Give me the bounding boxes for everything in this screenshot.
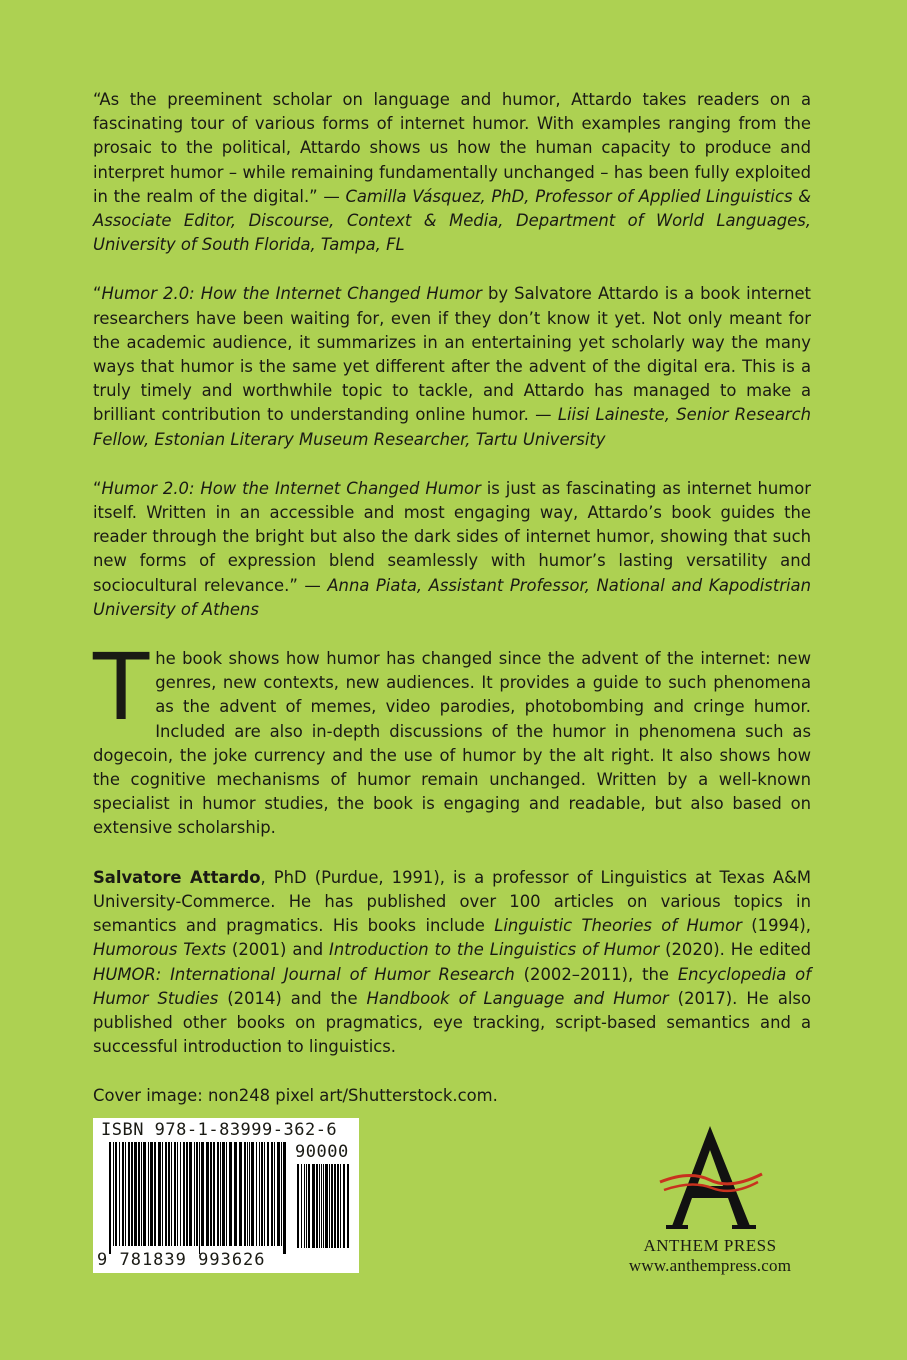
barcode-bar [183, 1142, 185, 1246]
bio-book-title: Encyclopedia of Humor Studies [93, 964, 811, 1008]
barcode-bar [158, 1142, 161, 1246]
barcode-bar [222, 1142, 225, 1246]
barcode-bar [247, 1142, 248, 1246]
cover-credit: Cover image: non248 pixel art/Shutterstock.com. [93, 1086, 498, 1106]
bio-text: , PhD (Purdue, 1991), is a professor of Linguistics at Texas A&M University-Commerce. He has published over 100 articles on various topics in semantics and pragmatics. His books include [93, 867, 811, 936]
addon-bar [304, 1164, 305, 1248]
barcode-bar [283, 1142, 286, 1254]
barcode-bar [220, 1142, 221, 1246]
quote-vasquez [93, 88, 811, 257]
barcode-bar [162, 1142, 163, 1246]
barcode-bar [277, 1142, 280, 1246]
barcode-bar [128, 1142, 130, 1246]
bio-text: (1994), [741, 916, 811, 936]
addon-bar [321, 1164, 322, 1248]
addon-bar [323, 1164, 324, 1248]
publisher-block [600, 1122, 820, 1276]
barcode-bar [271, 1142, 273, 1246]
addon-bar [301, 1164, 302, 1248]
addon-bar [347, 1164, 349, 1248]
bio-book-title: Handbook of Language and Humor [366, 988, 669, 1008]
addon-bar [337, 1164, 339, 1248]
barcode-bar [229, 1142, 232, 1246]
price-addon: 90000 [295, 1142, 349, 1162]
barcode-bar [194, 1142, 195, 1246]
barcode-bar [201, 1142, 204, 1246]
back-cover-text [93, 88, 811, 1109]
barcode-bar [148, 1142, 149, 1246]
barcode-bar [154, 1142, 156, 1246]
author-bio [93, 866, 811, 1060]
barcode-bar [281, 1142, 282, 1246]
barcode-bar [165, 1142, 167, 1246]
addon-bar [343, 1164, 345, 1248]
barcode-bar [143, 1142, 146, 1246]
anthem-logo-icon [650, 1122, 770, 1232]
barcode-bar [274, 1142, 275, 1246]
barcode-bar [113, 1142, 114, 1246]
barcode-bar [125, 1142, 126, 1246]
addon-bar [306, 1164, 307, 1248]
addon-bar [297, 1164, 299, 1248]
barcode-bar [174, 1142, 176, 1246]
quote-text: is just as fascinating as internet humor itself. Written in an accessible and most engaging way, Attardo’s book guides the reader through the bright but also the dark sides of internet humor, showing that such new forms of expression blend seamlessly with humor’s lasting versatility and sociocultural relevance.” — [93, 478, 811, 595]
barcode-bar [244, 1142, 246, 1246]
barcode-bar [259, 1142, 260, 1246]
bio-text: (2001) and [226, 940, 330, 960]
description-text: he book shows how humor has changed since the advent of the internet: new genres, new contexts, new audiences. It provides a guide to such phenomena as the advent of memes, video parodies, photobombing and cringe humor. Included are also in-depth discussions of the humor in phenomena such as dogecoin, the joke currency and the use of humor by the alt right. It also shows how the cognitive mechanisms of humor remain unchanged. Written by a well-known specialist in humor studies, the book is engaging and readable, but also based on extensive scholarship. [93, 649, 811, 838]
barcode-bar [189, 1142, 192, 1246]
publisher-name: ANTHEM PRESS [643, 1236, 777, 1255]
barcode-bar [256, 1142, 257, 1246]
bio-text: (2014) and the [218, 988, 367, 1008]
barcode-bar [234, 1142, 237, 1246]
barcode-bar [180, 1142, 181, 1246]
barcode-bar [226, 1142, 227, 1246]
quote-open-mark: “ [93, 478, 102, 498]
quote-attribution: Camilla Vásquez, PhD, Professor of Applied Linguistics & Associate Editor, Discourse, Context & Media, Department of World Languages, University of South Florida, Tampa, FL [93, 186, 811, 255]
book-description [93, 634, 811, 841]
quote-open-mark: “ [93, 284, 102, 304]
barcode-bar [239, 1142, 242, 1246]
bio-journal-title: HUMOR: International Journal of Humor Research [93, 964, 515, 984]
author-name: Salvatore Attardo [93, 867, 261, 887]
quote-attribution: Anna Piata, Assistant Professor, National and Kapodistrian University of Athens [93, 575, 811, 619]
barcode-bar [115, 1142, 117, 1246]
book-title: Humor 2.0: How the Internet Changed Humor [101, 478, 481, 498]
bio-book-title: Linguistic Theories of Humor [494, 916, 742, 936]
barcode-bar [213, 1142, 215, 1246]
barcode-bar [249, 1142, 250, 1246]
barcode-bar [267, 1142, 269, 1246]
addon-bar [340, 1164, 341, 1248]
quote-text: by Salvatore Attardo is a book internet researchers have been waiting for, even if they don’t know it yet. Not only meant for the academic audience, it summarizes in an entertaining yet scholarly way the many ways that humor is the same yet different after the advent of the digital era. This is a truly timely and worthwhile topic to tackle, and Attardo has managed to make a brilliant contribution to understanding online humor. — [93, 284, 811, 425]
addon-bar [316, 1164, 318, 1248]
barcode-bar [138, 1142, 140, 1246]
ean-digits: 9 781839 993626 [97, 1250, 266, 1270]
addon-bar [312, 1164, 315, 1248]
bio-text: (2020). He edited [659, 940, 811, 960]
addon-bar [331, 1164, 333, 1248]
book-title: Humor 2.0: How the Internet Changed Humor [101, 284, 482, 304]
quote-laineste [93, 282, 811, 451]
barcode-bar [264, 1142, 265, 1246]
quote-piata [93, 477, 811, 622]
barcode-bar [168, 1142, 170, 1246]
barcode-bar [199, 1142, 200, 1254]
quote-text: “As the preeminent scholar on language and humor, Attardo takes readers on a fascinating tour of various forms of internet humor. With examples ranging from the prosaic to the political, Attardo shows us how the human capacity to produce and interpret humor – while remaining fundamentally unchanged – has been fully exploited in the realm of the digital.” — [93, 90, 811, 206]
barcode-bar [177, 1142, 178, 1246]
publisher-url[interactable]: www.anthempress.com [628, 1256, 792, 1275]
barcode-bar [150, 1142, 153, 1246]
bio-book-title: Humorous Texts [93, 940, 227, 960]
barcode-bar [122, 1142, 124, 1246]
barcode-bar [186, 1142, 188, 1246]
addon-bar [325, 1164, 328, 1248]
barcode-bar [206, 1142, 209, 1246]
barcode-bar [131, 1142, 133, 1246]
barcode-bar [261, 1142, 263, 1246]
addon-bar [334, 1164, 336, 1248]
barcode-bar [210, 1142, 212, 1246]
barcode-bar [119, 1142, 120, 1246]
barcode-bar [217, 1142, 219, 1246]
barcode-bar [141, 1142, 142, 1246]
addon-bar [319, 1164, 320, 1248]
bio-book-title: Introduction to the Linguistics of Humor [329, 940, 660, 960]
barcode-bar [251, 1142, 254, 1246]
isbn-label: ISBN 978-1-83999-362-6 [101, 1120, 338, 1140]
isbn-barcode [93, 1118, 359, 1273]
drop-cap: T [93, 634, 150, 742]
barcode-bar [134, 1142, 137, 1246]
bio-text: (2017). He also published other books on pragmatics, eye tracking, script-based semantics and a successful introduction to linguistics. [93, 988, 811, 1057]
quote-attribution: Liisi Laineste, Senior Research Fellow, Estonian Literary Museum Researcher, Tartu University [93, 405, 812, 449]
addon-bar [308, 1164, 310, 1248]
barcode-bar [109, 1142, 111, 1254]
barcode-bar [171, 1142, 172, 1246]
barcode-bar [196, 1142, 198, 1246]
addon-bar [329, 1164, 330, 1248]
bio-text: (2002–2011), the [514, 964, 678, 984]
